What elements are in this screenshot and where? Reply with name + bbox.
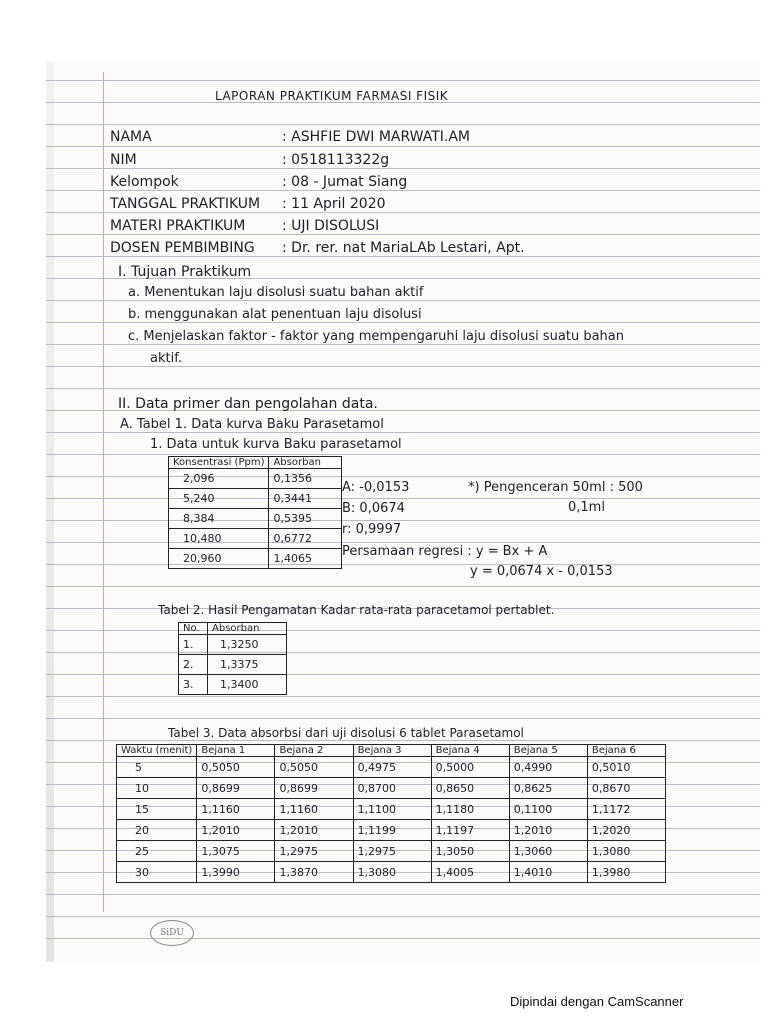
table-cell: 1,1180: [431, 799, 509, 820]
field-label-materi: MATERI PRAKTIKUM: [110, 218, 246, 234]
margin-line: [103, 72, 104, 912]
table-cell: 0,8699: [275, 778, 353, 799]
table-cell: 0,3441: [269, 489, 342, 509]
table-header-cell: Bejana 6: [587, 745, 665, 757]
table-kurva-baku: [168, 456, 342, 569]
section2-sub-a1: 1. Data untuk kurva Baku parasetamol: [150, 437, 402, 452]
field-label-nim: NIM: [110, 152, 137, 168]
table-cell: 0,1356: [269, 469, 342, 489]
table-cell: 20,960: [169, 549, 269, 569]
table-cell: 1,3080: [353, 862, 431, 883]
table-row: [117, 841, 666, 862]
ruled-line: [46, 168, 760, 169]
table-cell: 1.: [179, 635, 208, 655]
ruled-line: [46, 498, 760, 499]
field-value-tanggal: : 11 April 2020: [282, 196, 386, 212]
section1-heading: I. Tujuan Praktikum: [118, 264, 252, 280]
table-row: [169, 509, 342, 529]
table-cell: 1,2010: [197, 820, 275, 841]
table-cell: 0,8650: [431, 778, 509, 799]
table-cell: 0,5050: [197, 757, 275, 778]
table-cell: 1,2975: [275, 841, 353, 862]
table-row: [169, 489, 342, 509]
table-cell: 1,2020: [587, 820, 665, 841]
table-cell: 1,3080: [587, 841, 665, 862]
table-cell: 1,4065: [269, 549, 342, 569]
table-cell: 0,5050: [275, 757, 353, 778]
table-cell: 25: [117, 841, 197, 862]
table-cell: 5: [117, 757, 197, 778]
table-cell: 1,1172: [587, 799, 665, 820]
table-disolusi: [116, 744, 666, 883]
field-value-kelompok: : 08 - Jumat Siang: [282, 174, 408, 190]
ruled-line: [46, 124, 760, 125]
table-cell: 0,8670: [587, 778, 665, 799]
field-label-tanggal: TANGGAL PRAKTIKUM: [110, 196, 261, 212]
table-cell: 0,8699: [197, 778, 275, 799]
table-cell: 1,3375: [208, 655, 287, 675]
regression-r: r: 0,9997: [342, 522, 402, 537]
ruled-line: [46, 190, 760, 191]
ruled-line: [46, 520, 760, 521]
objective-b: b. menggunakan alat penentuan laju disolusi: [128, 307, 422, 322]
table-row: [179, 655, 287, 675]
table-header-cell: Bejana 4: [431, 745, 509, 757]
field-label-nama: NAMA: [110, 129, 152, 145]
table-cell: 5,240: [169, 489, 269, 509]
table-header-cell: Absorban: [269, 457, 342, 469]
ruled-line: [46, 916, 760, 917]
table-header-cell: Bejana 1: [197, 745, 275, 757]
ruled-line: [46, 476, 760, 477]
table-cell: 1,2010: [509, 820, 587, 841]
table-cell: 1,2975: [353, 841, 431, 862]
ruled-line: [46, 146, 760, 147]
table-cell: 30: [117, 862, 197, 883]
ruled-line: [46, 718, 760, 719]
table-cell: 1,1199: [353, 820, 431, 841]
table-header-cell: Bejana 3: [353, 745, 431, 757]
ruled-line: [46, 212, 760, 213]
table-header-cell: No.: [179, 623, 208, 635]
table-cell: 1,3990: [197, 862, 275, 883]
table-header-row: [179, 623, 287, 635]
table-header-cell: Absorban: [208, 623, 287, 635]
ruled-line: [46, 80, 760, 81]
table-cell: 1,3075: [197, 841, 275, 862]
table3-caption: Tabel 3. Data absorbsi dari uji disolusi 6 tablet Parasetamol: [168, 726, 524, 740]
table-cell: 1,3980: [587, 862, 665, 883]
field-label-kelompok: Kelompok: [110, 174, 179, 190]
page-edge: [46, 62, 54, 962]
regression-a: A: -0,0153: [342, 480, 410, 495]
field-value-dosen: : Dr. rer. nat MariaLAb Lestari, Apt.: [282, 240, 525, 256]
table-cell: 0,4990: [509, 757, 587, 778]
ruled-line: [46, 542, 760, 543]
ruled-line: [46, 234, 760, 235]
table-cell: 1,3250: [208, 635, 287, 655]
regression-b: B: 0,0674: [342, 501, 405, 516]
table-cell: 8,384: [169, 509, 269, 529]
field-value-nama: : ASHFIE DWI MARWATI.AM: [282, 129, 471, 145]
table-cell: 1,3060: [509, 841, 587, 862]
table-header-cell: Konsentrasi (Ppm): [169, 457, 269, 469]
table-absorban: [178, 622, 287, 695]
table-cell: 0,8625: [509, 778, 587, 799]
table-cell: 2,096: [169, 469, 269, 489]
objective-c-cont: aktif.: [150, 351, 182, 366]
table-row: [117, 799, 666, 820]
table-cell: 0,6772: [269, 529, 342, 549]
table-row: [169, 549, 342, 569]
table-cell: 0,5010: [587, 757, 665, 778]
section2-heading: II. Data primer dan pengolahan data.: [118, 396, 378, 412]
objective-a: a. Menentukan laju disolusi suatu bahan aktif: [128, 285, 424, 300]
ruled-line: [46, 564, 760, 565]
table-cell: 10: [117, 778, 197, 799]
ruled-line: [46, 256, 760, 257]
table-header-cell: Bejana 5: [509, 745, 587, 757]
table-cell: 1,4005: [431, 862, 509, 883]
dilution-note-denominator: 0,1ml: [568, 500, 605, 515]
table2-caption: Tabel 2. Hasil Pengamatan Kadar rata-rata paracetamol pertablet.: [158, 603, 555, 617]
table-row: [117, 757, 666, 778]
regression-equation-label: Persamaan regresi : y = Bx + A: [342, 544, 548, 559]
table-header-cell: Bejana 2: [275, 745, 353, 757]
table-cell: 20: [117, 820, 197, 841]
table-cell: 10,480: [169, 529, 269, 549]
table-header-row: [169, 457, 342, 469]
ruled-line: [46, 696, 760, 697]
table-cell: 1,4010: [509, 862, 587, 883]
table-cell: 0,5000: [431, 757, 509, 778]
table-cell: 0,4975: [353, 757, 431, 778]
table-cell: 0,8700: [353, 778, 431, 799]
table-cell: 1,1160: [197, 799, 275, 820]
ruled-line: [46, 454, 760, 455]
table-cell: 1,2010: [275, 820, 353, 841]
objective-c: c. Menjelaskan faktor - faktor yang mempengaruhi laju disolusi suatu bahan: [128, 329, 624, 344]
table-row: [169, 469, 342, 489]
ruled-line: [46, 586, 760, 587]
ruled-line: [46, 630, 760, 631]
dilution-note: *) Pengenceran 50ml : 500: [468, 480, 643, 495]
field-value-materi: : UJI DISOLUSI: [282, 218, 380, 234]
ruled-line: [46, 652, 760, 653]
table-cell: 0,1100: [509, 799, 587, 820]
scanner-watermark: Dipindai dengan CamScanner: [510, 994, 684, 1009]
table-cell: 1,1160: [275, 799, 353, 820]
ruled-line: [46, 894, 760, 895]
table-cell: 1,1197: [431, 820, 509, 841]
table-row: [117, 862, 666, 883]
field-value-nim: : 0518113322g: [282, 152, 390, 168]
table-cell: 0,5395: [269, 509, 342, 529]
table-cell: 2.: [179, 655, 208, 675]
section2-sub-a: A. Tabel 1. Data kurva Baku Parasetamol: [120, 417, 384, 432]
regression-equation: y = 0,0674 x - 0,0153: [470, 564, 613, 579]
table-row: [179, 675, 287, 695]
table-row: [169, 529, 342, 549]
report-title: LAPORAN PRAKTIKUM FARMASI FISIK: [215, 89, 449, 103]
table-row: [117, 820, 666, 841]
table-cell: 15: [117, 799, 197, 820]
notebook-brand-stamp: SiDU: [150, 920, 194, 946]
table-row: [117, 778, 666, 799]
table-cell: 1,3870: [275, 862, 353, 883]
table-header-row: [117, 745, 666, 757]
ruled-line: [46, 674, 760, 675]
ruled-line: [46, 388, 760, 389]
table-header-cell: Waktu (menit): [117, 745, 197, 757]
table-cell: 1,1100: [353, 799, 431, 820]
field-label-dosen: DOSEN PEMBIMBING: [110, 240, 255, 256]
table-row: [179, 635, 287, 655]
table-cell: 1,3050: [431, 841, 509, 862]
table-cell: 3.: [179, 675, 208, 695]
table-cell: 1,3400: [208, 675, 287, 695]
